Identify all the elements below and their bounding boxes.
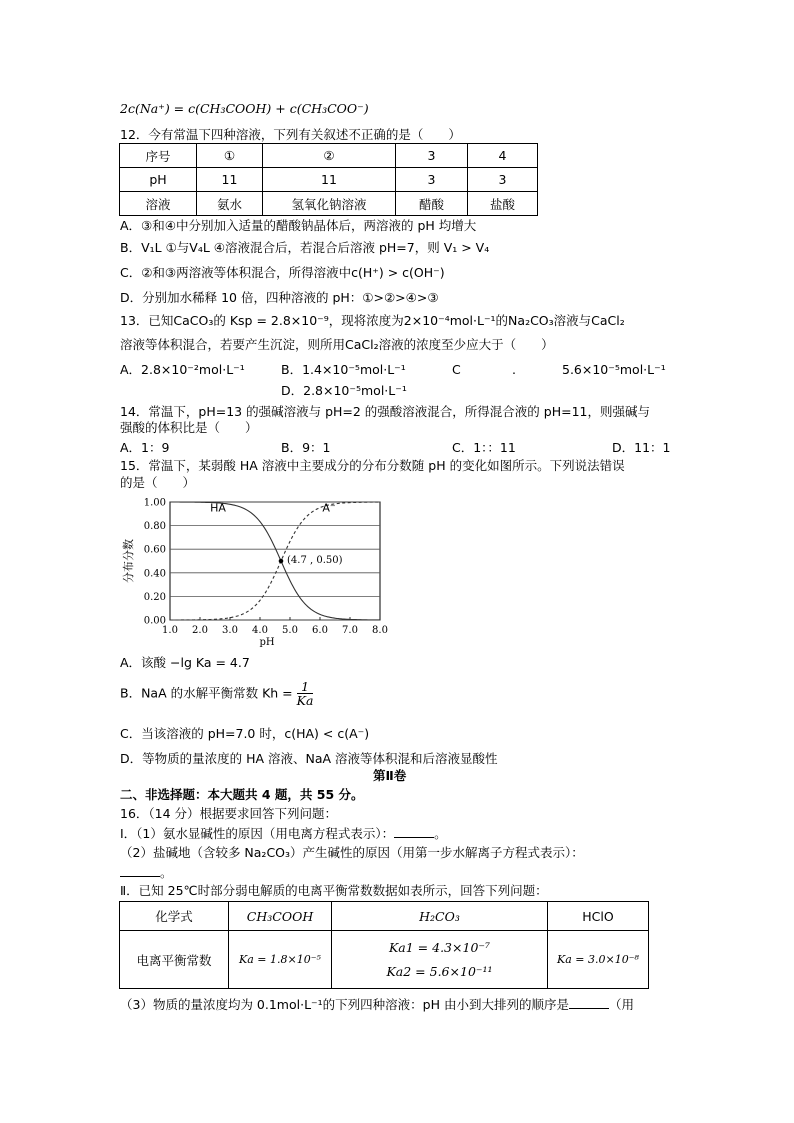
table-header-h2co3: H₂CO₃ [332, 902, 548, 931]
answer-blank[interactable] [569, 996, 609, 1009]
chart-frame [170, 502, 380, 620]
y-tick-label: 0.00 [143, 615, 166, 627]
x-tick-label: 7.0 [342, 625, 358, 636]
intersection-point [279, 559, 284, 564]
q16-part-3-text: （3）物质的量浓度均为 0.1mol·L⁻¹的下列四种溶液：pH 由小到大排列的顺序是 [120, 997, 569, 1012]
distribution-chart [118, 494, 388, 649]
q14-option-d: D．11：1 [612, 440, 671, 455]
y-tick-label: 0.60 [143, 544, 166, 556]
section-header: 二、非选择题：本大题共 4 题，共 55 分。 [120, 787, 364, 802]
q12-cell: 氢氧化钠溶液 [263, 192, 396, 216]
series-a-line [170, 502, 380, 620]
q13-option-c-label: C [452, 362, 461, 377]
ionization-table [119, 901, 649, 989]
q12-option-d: D．分别加水稀释 10 倍，四种溶液的 pH：①>②>④>③ [120, 290, 439, 305]
q14-option-a: A．1：9 [120, 440, 170, 455]
y-axis-label: 分布分数 [122, 539, 135, 583]
y-tick-label: 0.20 [143, 591, 166, 603]
q16-part-i-1 [120, 825, 447, 842]
q16-part-i-2-answer [120, 864, 173, 881]
q15-option-b-numerator: 1 [297, 680, 314, 694]
q12-option-a: A．③和④中分别加入适量的醋酸钠晶体后，两溶液的 pH 均增大 [120, 218, 477, 233]
q12-cell: 醋酸 [396, 192, 468, 216]
x-tick-label: 6.0 [312, 625, 328, 636]
answer-blank[interactable] [120, 864, 160, 877]
q13-option-d: D．2.8×10⁻⁵mol·L⁻¹ [281, 383, 407, 398]
q16-part-3 [120, 996, 634, 1013]
q15-option-d: D．等物质的量浓度的 HA 溶液、NaA 溶液等体积混和后溶液显酸性 [120, 751, 498, 766]
y-tick-label: 1.00 [143, 497, 166, 509]
q12-cell: 11 [197, 168, 263, 192]
x-tick-label: 5.0 [282, 625, 298, 636]
y-tick-label: 0.40 [143, 568, 166, 580]
q16-part-3-end: （用 [608, 997, 634, 1012]
q12-cell: 序号 [120, 144, 197, 168]
q15-option-b-prefix: B．NaA 的水解平衡常数 Kh = [120, 685, 293, 701]
q16-part-i-1-text: Ⅰ．（1）氨水显碱性的原因（用电离方程式表示）： [120, 826, 395, 841]
series-label-a: A⁻ [322, 501, 336, 515]
q12-cell: 溶液 [120, 192, 197, 216]
q13-option-a: A．2.8×10⁻²mol·L⁻¹ [120, 362, 245, 377]
x-tick-label: 3.0 [222, 625, 238, 636]
q12-cell: 氨水 [197, 192, 263, 216]
q12-cell: ② [263, 144, 396, 168]
q16-part-ii: Ⅱ．已知 25℃时部分弱电解质的电离平衡常数数据如表所示，回答下列问题： [120, 883, 548, 898]
q13-option-b: B．1.4×10⁻⁵mol·L⁻¹ [281, 362, 406, 377]
q12-table [119, 143, 538, 216]
q12-cell: 盐酸 [468, 192, 538, 216]
top-equation: 2c(Na⁺) = c(CH₃COOH) + c(CH₃COO⁻) [120, 101, 369, 116]
q15-option-b-denominator: Ka [296, 693, 314, 708]
q13-stem-1: 13．已知CaCO₃的 Ksp = 2.8×10⁻⁹，现将浓度为2×10⁻⁴mol·L⁻¹的Na₂CO₃溶液与CaCl₂ [120, 313, 625, 328]
q12-cell: pH [120, 168, 197, 192]
q14-option-c: C．1：：11 [452, 440, 516, 455]
q12-option-c: C．②和③两溶液等体积混合，所得溶液中c(H⁺) > c(OH⁻) [120, 265, 445, 280]
x-axis-label: pH [259, 637, 275, 648]
q16-part-i-2: （2）盐碱地（含较多 Na₂CO₃）产生碱性的原因（用第一步水解离子方程式表示）： [120, 845, 584, 860]
x-tick-label: 1.0 [162, 625, 178, 636]
q15-stem-1: 15．常温下，某弱酸 HA 溶液中主要成分的分布分数随 pH 的变化如图所示。下列说法错误 [120, 458, 625, 473]
q12-stem: 12．今有常温下四种溶液，下列有关叙述不正确的是（ ） [120, 127, 461, 142]
q15-option-c: C．当该溶液的 pH=7.0 时，c(HA) < c(A⁻) [120, 726, 370, 741]
q13-stem-2: 溶液等体积混合，若要产生沉淀，则所用CaCl₂溶液的浓度至少应大于（ ） [120, 337, 554, 352]
q14-option-b: B．9：1 [281, 440, 331, 455]
q15-option-a: A．该酸 −lg Ka = 4.7 [120, 655, 250, 670]
table-row-label: 电离平衡常数 [120, 931, 229, 989]
q12-cell: 3 [396, 144, 468, 168]
q14-stem-1: 14．常温下，pH=13 的强碱溶液与 pH=2 的强酸溶液混合，所得混合液的 pH=11，则强碱与 [120, 404, 650, 419]
series-label-ha: HA [210, 501, 226, 515]
q12-option-b: B．V₁L ①与V₄L ④溶液混合后，若混合后溶液 pH=7，则 V₁ > V₄ [120, 240, 490, 255]
y-tick-label: 0.80 [143, 521, 166, 533]
q16-part-i-1-end: 。 [434, 826, 447, 841]
q12-cell: 11 [263, 168, 396, 192]
table-header-ch3cooh: CH₃COOH [229, 902, 332, 931]
q12-cell: 4 [468, 144, 538, 168]
x-tick-label: 8.0 [372, 625, 388, 636]
q15-option-b [120, 680, 313, 707]
q12-cell: 3 [396, 168, 468, 192]
series-ha-line [170, 502, 380, 620]
q13-option-c-dot: . [512, 362, 516, 377]
q16-stem: 16．（14 分）根据要求回答下列问题： [120, 806, 338, 821]
table-cell-h2co3-ka2: Ka2 = 5.6×10⁻¹¹ [386, 963, 493, 979]
table-cell-h2co3-ka1: Ka1 = 4.3×10⁻⁷ [388, 939, 491, 955]
q14-stem-2: 强酸的体积比是（ ） [120, 420, 258, 435]
table-cell-hclo: Ka = 3.0×10⁻⁸ [548, 931, 649, 989]
table-header-formula: 化学式 [120, 902, 229, 931]
q16-part-i-2-end: 。 [160, 865, 173, 880]
table-cell-ch3cooh: Ka = 1.8×10⁻⁵ [229, 931, 332, 989]
q13-option-c-value: 5.6×10⁻⁵mol·L⁻¹ [562, 362, 666, 377]
q12-cell: 3 [468, 168, 538, 192]
section-title: 第Ⅱ卷 [373, 768, 407, 783]
annotation-label: (4.7 , 0.50) [287, 555, 343, 566]
x-tick-label: 4.0 [252, 625, 268, 636]
q15-stem-2: 的是（ ） [120, 475, 196, 490]
x-tick-label: 2.0 [192, 625, 208, 636]
table-header-hclo: HClO [548, 902, 649, 931]
answer-blank[interactable] [394, 825, 434, 838]
q12-cell: ① [197, 144, 263, 168]
